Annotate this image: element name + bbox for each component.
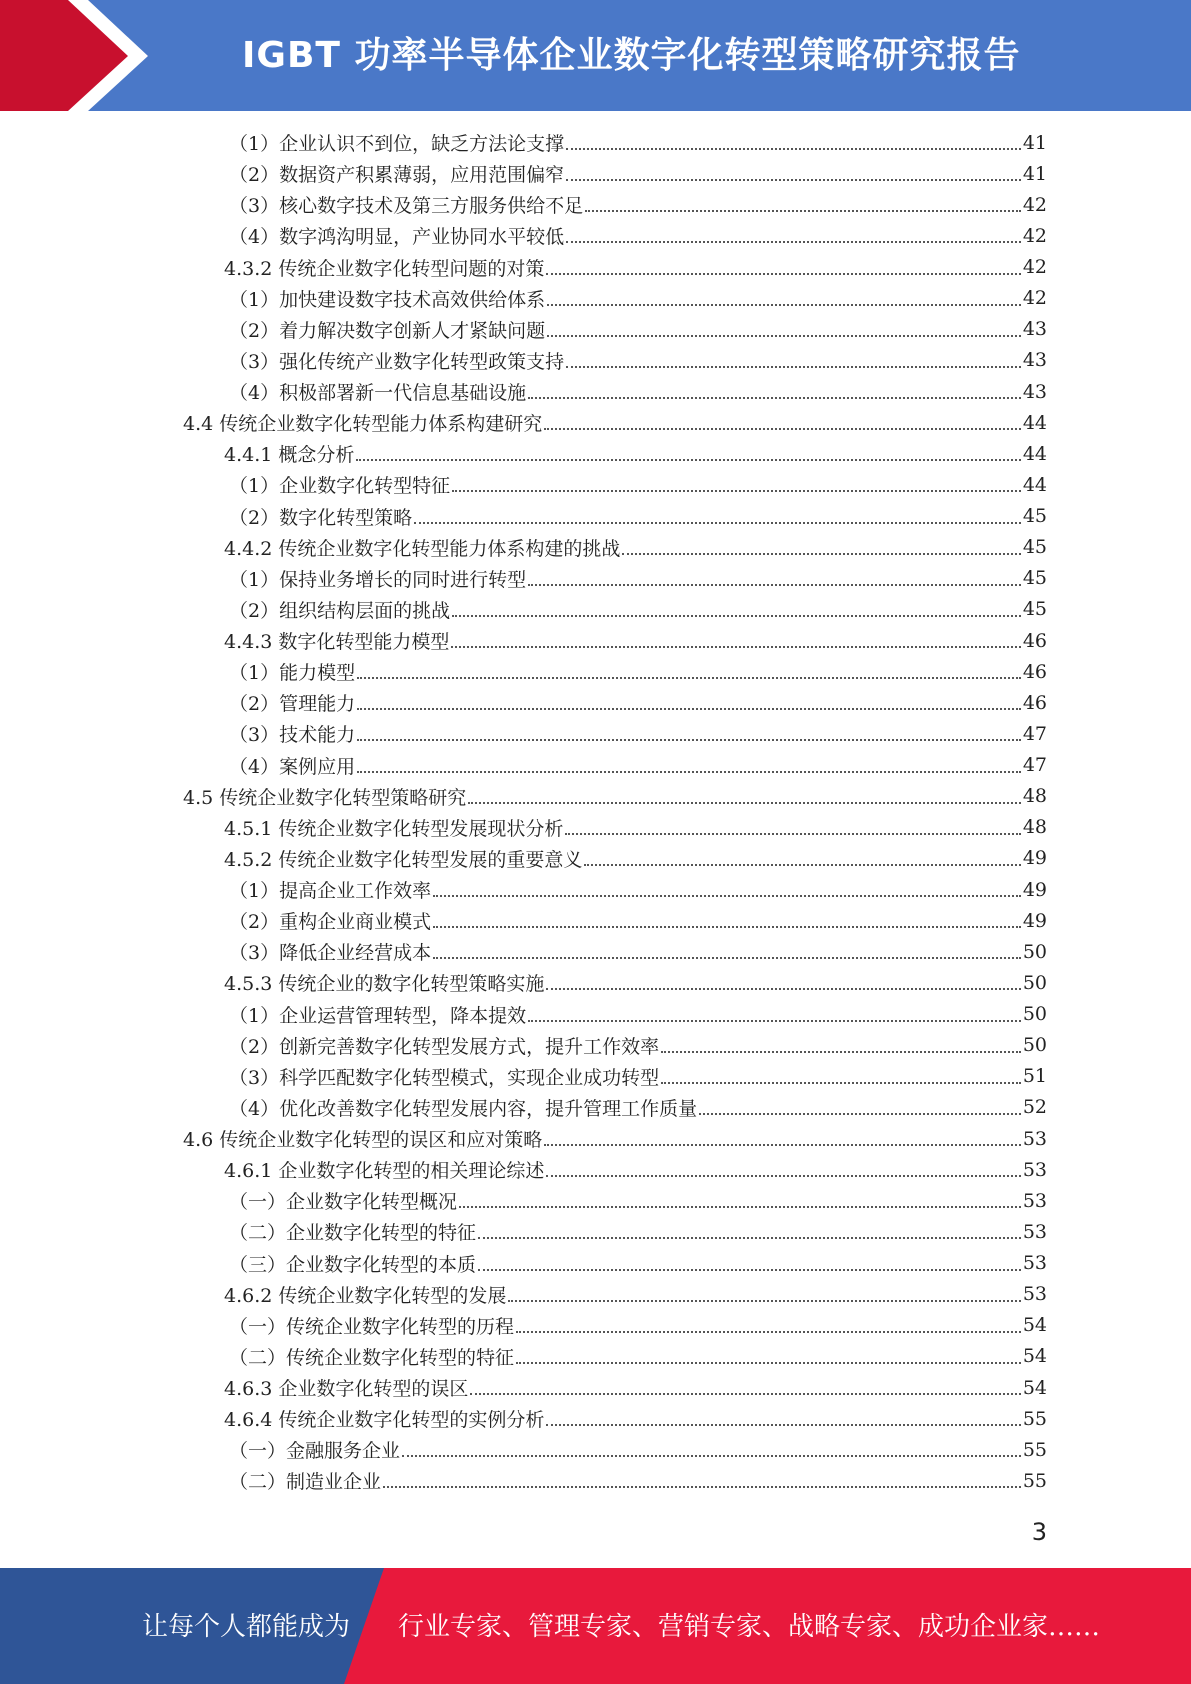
toc-dot-leader: [566, 240, 1021, 243]
toc-entry-title: （3）科学匹配数字化转型模式，实现企业成功转型: [229, 1066, 660, 1089]
toc-dot-leader: [468, 801, 1021, 804]
toc-entry-title: 4.5 传统企业数字化转型策略研究: [183, 786, 467, 809]
toc-entry-title: （二）传统企业数字化转型的特征: [229, 1346, 515, 1369]
toc-entry-page: 49: [1022, 878, 1047, 901]
toc-entry[interactable]: [0, 1372, 1191, 1403]
toc-entry-title: （4）积极部署新一代信息基础设施: [229, 382, 527, 405]
toc-entry-page: 47: [1022, 754, 1047, 777]
toc-entry-title: 4.6.4 传统企业数字化转型的实例分析: [224, 1409, 545, 1432]
toc-dot-leader: [414, 521, 1021, 524]
toc-entry[interactable]: [0, 345, 1191, 376]
toc-entry-page: 53: [1022, 1220, 1047, 1243]
toc-dot-leader: [566, 147, 1021, 150]
toc-entry[interactable]: [0, 1465, 1191, 1496]
toc-entry-page: 41: [1022, 162, 1047, 185]
toc-entry-page: 53: [1022, 1158, 1047, 1181]
toc-dot-leader: [383, 1485, 1021, 1488]
toc-entry-title: （2）数字化转型策略: [229, 506, 413, 529]
toc-entry[interactable]: [0, 905, 1191, 936]
toc-dot-leader: [546, 272, 1020, 275]
toc-entry-title: （1）能力模型: [229, 662, 356, 685]
toc-dot-leader: [622, 552, 1020, 555]
toc-entry[interactable]: [0, 1434, 1191, 1465]
toc-entry-page: 46: [1022, 660, 1047, 683]
toc-entry-title: 4.6.1 企业数字化转型的相关理论综述: [224, 1160, 545, 1183]
toc-entry-page: 44: [1022, 473, 1047, 496]
toc-entry-page: 42: [1022, 193, 1047, 216]
toc-entry-page: 49: [1022, 909, 1047, 932]
toc-entry-title: （二）制造业企业: [229, 1471, 382, 1494]
toc-entry-page: 53: [1022, 1127, 1047, 1150]
toc-entry-page: 54: [1022, 1314, 1047, 1337]
toc-dot-leader: [584, 863, 1020, 866]
header-title: IGBT 功率半导体企业数字化转型策略研究报告: [242, 35, 1021, 76]
toc-entry-title: （二）企业数字化转型的特征: [229, 1222, 477, 1245]
toc-entry[interactable]: [0, 656, 1191, 687]
toc-entry-page: 45: [1022, 536, 1047, 559]
toc-dot-leader: [478, 1268, 1021, 1271]
toc-entry[interactable]: [0, 283, 1191, 314]
toc-entry[interactable]: [0, 1403, 1191, 1434]
toc-entry-title: （2）管理能力: [229, 693, 356, 716]
toc-entry[interactable]: [0, 407, 1191, 438]
toc-entry[interactable]: [0, 967, 1191, 998]
toc-entry-page: 45: [1022, 567, 1047, 590]
toc-entry-title: 4.5.3 传统企业的数字化转型策略实施: [224, 973, 545, 996]
toc-entry-title: （4）数字鸿沟明显，产业协同水平较低: [229, 226, 565, 249]
toc-entry-title: （1）提高企业工作效率: [229, 880, 432, 903]
toc-entry[interactable]: [0, 1279, 1191, 1310]
toc-entry-page: 50: [1022, 971, 1047, 994]
toc-entry-title: （一）传统企业数字化转型的历程: [229, 1315, 515, 1338]
toc-entry[interactable]: [0, 532, 1191, 563]
toc-entry-page: 55: [1022, 1469, 1047, 1492]
footer-slogan-right: 行业专家、管理专家、营销专家、战略专家、成功企业家……: [398, 1612, 1101, 1642]
toc-dot-leader: [433, 925, 1021, 928]
toc-entry-title: （3）核心数字技术及第三方服务供给不足: [229, 195, 584, 218]
toc-entry-title: 4.3.2 传统企业数字化转型问题的对策: [224, 257, 545, 280]
toc-entry[interactable]: [0, 1310, 1191, 1341]
toc-entry-title: （2）重构企业商业模式: [229, 911, 432, 934]
page-header: [0, 0, 1191, 111]
toc-dot-leader: [451, 645, 1020, 648]
toc-dot-leader: [544, 427, 1021, 430]
toc-entry-title: （1）企业运营管理转型，降本提效: [229, 1004, 527, 1027]
toc-entry-title: 4.6 传统企业数字化转型的误区和应对策略: [183, 1129, 543, 1152]
toc-entry[interactable]: [0, 781, 1191, 812]
toc-entry-title: 4.4 传统企业数字化转型能力体系构建研究: [183, 413, 543, 436]
toc-dot-leader: [528, 396, 1021, 399]
toc-entry[interactable]: [0, 252, 1191, 283]
toc-entry[interactable]: [0, 501, 1191, 532]
toc-dot-leader: [547, 334, 1021, 337]
toc-entry-page: 43: [1022, 380, 1047, 403]
page-footer: [0, 1568, 1191, 1684]
toc-dot-leader: [452, 489, 1021, 492]
toc-entry-title: 4.5.1 传统企业数字化转型发展现状分析: [224, 817, 564, 840]
toc-entry[interactable]: [0, 1123, 1191, 1154]
toc-entry[interactable]: [0, 625, 1191, 656]
toc-dot-leader: [566, 365, 1021, 368]
toc-entry-title: 4.4.3 数字化转型能力模型: [224, 631, 450, 654]
toc-entry[interactable]: [0, 812, 1191, 843]
toc-dot-leader: [357, 676, 1021, 679]
toc-dot-leader: [356, 458, 1020, 461]
toc-dot-leader: [528, 583, 1021, 586]
toc-entry-page: 45: [1022, 505, 1047, 528]
toc-entry-page: 49: [1022, 847, 1047, 870]
toc-entry[interactable]: [0, 843, 1191, 874]
toc-entry[interactable]: [0, 438, 1191, 469]
footer-slogan-left: 让每个人都能成为: [142, 1612, 351, 1642]
toc-dot-leader: [565, 832, 1020, 835]
toc-entry[interactable]: [0, 1341, 1191, 1372]
toc-entry-title: 4.4.2 传统企业数字化转型能力体系构建的挑战: [224, 537, 621, 560]
toc-entry-title: 4.4.1 概念分析: [224, 444, 355, 467]
toc-entry[interactable]: [0, 1216, 1191, 1247]
toc-entry-page: 41: [1022, 131, 1047, 154]
toc-dot-leader: [528, 1019, 1021, 1022]
toc-dot-leader: [357, 707, 1021, 710]
toc-entry[interactable]: [0, 999, 1191, 1030]
toc-entry[interactable]: [0, 874, 1191, 905]
toc-entry[interactable]: [0, 1061, 1191, 1092]
toc-entry[interactable]: [0, 718, 1191, 749]
toc-entry-page: 47: [1022, 722, 1047, 745]
toc-entry-page: 53: [1022, 1283, 1047, 1306]
toc-entry[interactable]: [0, 594, 1191, 625]
toc-entry-title: （一）企业数字化转型概况: [229, 1191, 458, 1214]
toc-entry-title: （2）着力解决数字创新人才紧缺问题: [229, 319, 546, 342]
toc-entry-page: 45: [1022, 598, 1047, 621]
toc-dot-leader: [433, 894, 1021, 897]
toc-dot-leader: [566, 178, 1021, 181]
toc-entry-title: （4）优化改善数字化转型发展内容，提升管理工作质量: [229, 1097, 698, 1120]
toc-entry[interactable]: [0, 1185, 1191, 1216]
toc-entry[interactable]: [0, 750, 1191, 781]
toc-dot-leader: [508, 1299, 1020, 1302]
table-of-contents: [0, 127, 1191, 1497]
toc-entry[interactable]: [0, 936, 1191, 967]
toc-entry-page: 53: [1022, 1189, 1047, 1212]
toc-entry[interactable]: [0, 563, 1191, 594]
toc-entry-page: 43: [1022, 318, 1047, 341]
toc-dot-leader: [546, 1423, 1020, 1426]
toc-entry[interactable]: [0, 687, 1191, 718]
toc-entry-title: （2）数据资产积累薄弱，应用范围偏窄: [229, 164, 565, 187]
toc-entry-title: （1）保持业务增长的同时进行转型: [229, 568, 527, 591]
toc-dot-leader: [516, 1361, 1021, 1364]
toc-entry-title: （4）案例应用: [229, 755, 356, 778]
toc-entry[interactable]: [0, 1092, 1191, 1123]
toc-entry-page: 48: [1022, 785, 1047, 808]
toc-dot-leader: [516, 1330, 1021, 1333]
toc-entry-page: 43: [1022, 349, 1047, 372]
toc-entry-title: 4.6.3 企业数字化转型的误区: [224, 1378, 469, 1401]
toc-dot-leader: [433, 956, 1021, 959]
toc-entry-page: 55: [1022, 1438, 1047, 1461]
toc-entry-page: 50: [1022, 1003, 1047, 1026]
toc-dot-leader: [546, 987, 1020, 990]
toc-dot-leader: [661, 1081, 1021, 1084]
toc-entry[interactable]: [0, 189, 1191, 220]
toc-entry[interactable]: [0, 158, 1191, 189]
toc-entry-page: 42: [1022, 224, 1047, 247]
toc-entry[interactable]: [0, 127, 1191, 158]
toc-dot-leader: [661, 1050, 1021, 1053]
toc-entry-page: 51: [1022, 1065, 1047, 1088]
toc-entry[interactable]: [0, 314, 1191, 345]
toc-dot-leader: [357, 738, 1021, 741]
toc-dot-leader: [402, 1454, 1021, 1457]
toc-entry-title: （3）技术能力: [229, 724, 356, 747]
toc-entry[interactable]: [0, 376, 1191, 407]
toc-entry[interactable]: [0, 1248, 1191, 1279]
toc-entry-title: （1）企业数字化转型特征: [229, 475, 451, 498]
page-number: 3: [1031, 1518, 1047, 1546]
toc-entry-page: 54: [1022, 1345, 1047, 1368]
toc-entry-title: 4.6.2 传统企业数字化转型的发展: [224, 1284, 507, 1307]
toc-entry-page: 48: [1022, 816, 1047, 839]
toc-entry-page: 42: [1022, 256, 1047, 279]
toc-entry[interactable]: [0, 469, 1191, 500]
toc-entry-title: （1）加快建设数字技术高效供给体系: [229, 288, 546, 311]
toc-dot-leader: [478, 1236, 1021, 1239]
toc-entry[interactable]: [0, 220, 1191, 251]
toc-dot-leader: [585, 209, 1021, 212]
toc-entry[interactable]: [0, 1030, 1191, 1061]
toc-entry-page: 55: [1022, 1407, 1047, 1430]
toc-dot-leader: [452, 614, 1021, 617]
toc-dot-leader: [357, 770, 1021, 773]
toc-dot-leader: [544, 1143, 1021, 1146]
toc-dot-leader: [546, 1174, 1020, 1177]
toc-entry-title: （一）金融服务企业: [229, 1440, 401, 1463]
toc-entry-title: （1）企业认识不到位，缺乏方法论支撑: [229, 133, 565, 156]
toc-entry-page: 50: [1022, 940, 1047, 963]
toc-entry-page: 54: [1022, 1376, 1047, 1399]
toc-entry-page: 50: [1022, 1034, 1047, 1057]
toc-dot-leader: [699, 1112, 1021, 1115]
toc-entry-title: 4.5.2 传统企业数字化转型发展的重要意义: [224, 848, 583, 871]
toc-dot-leader: [470, 1392, 1020, 1395]
toc-entry-title: （3）强化传统产业数字化转型政策支持: [229, 350, 565, 373]
toc-entry-title: （2）创新完善数字化转型发展方式，提升工作效率: [229, 1035, 660, 1058]
toc-dot-leader: [459, 1205, 1021, 1208]
toc-entry-page: 52: [1022, 1096, 1047, 1119]
toc-entry-page: 44: [1022, 411, 1047, 434]
toc-entry-page: 46: [1022, 691, 1047, 714]
toc-entry-page: 44: [1022, 442, 1047, 465]
toc-entry-page: 46: [1022, 629, 1047, 652]
toc-entry[interactable]: [0, 1154, 1191, 1185]
toc-entry-title: （2）组织结构层面的挑战: [229, 599, 451, 622]
toc-entry-title: （3）降低企业经营成本: [229, 942, 432, 965]
toc-entry-title: （三）企业数字化转型的本质: [229, 1253, 477, 1276]
toc-entry-page: 53: [1022, 1252, 1047, 1275]
toc-dot-leader: [547, 303, 1021, 306]
toc-entry-page: 42: [1022, 287, 1047, 310]
